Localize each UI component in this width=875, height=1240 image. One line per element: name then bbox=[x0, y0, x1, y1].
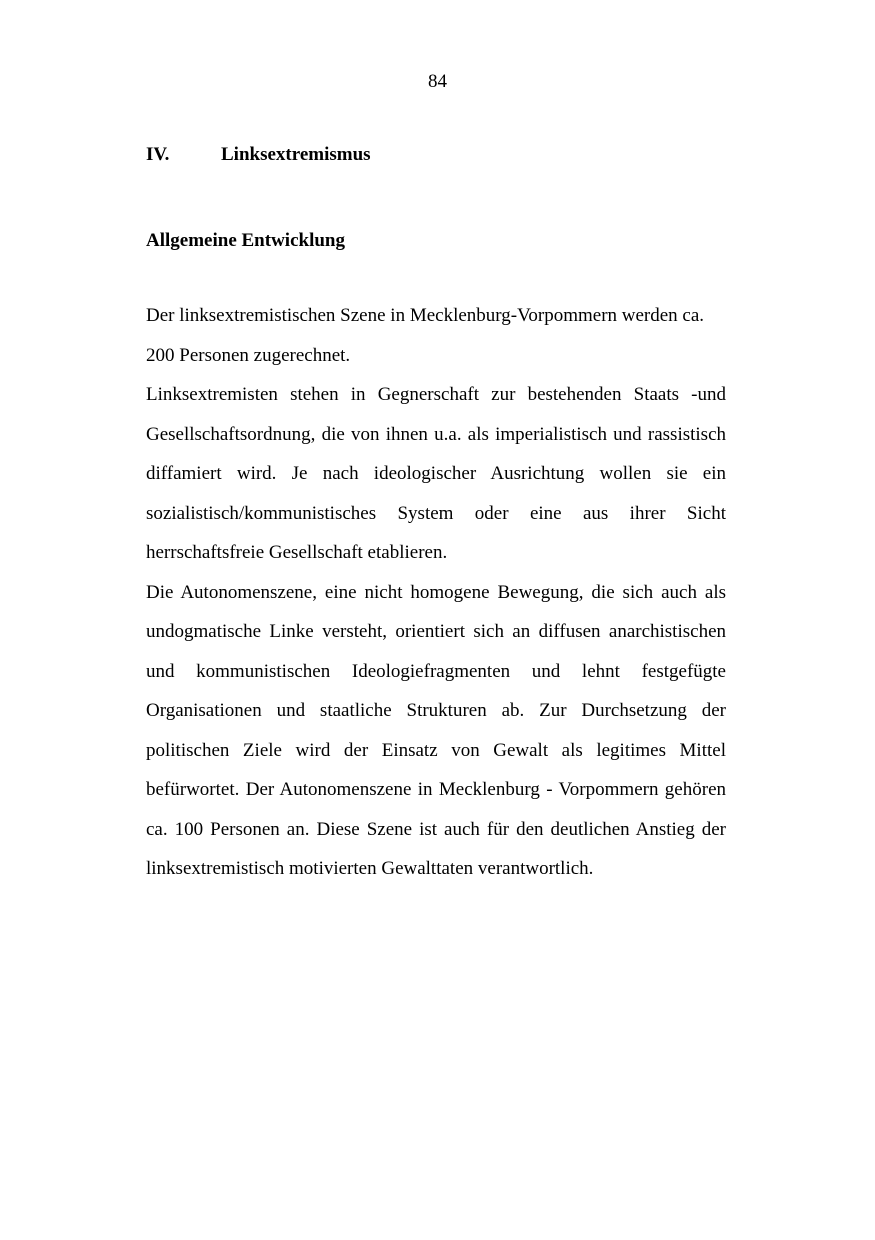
chapter-number: IV. bbox=[146, 144, 170, 165]
paragraph: Der linksextremistischen Szene in Mecklenburg-Vorpommern werden ca. 200 Personen zugerechnet. bbox=[146, 305, 705, 366]
chapter-heading bbox=[146, 144, 726, 166]
body-text bbox=[146, 296, 726, 889]
paragraph: Die Autonomenszene, eine nicht homogene Bewegung, die sich auch als undogmatische Linke versteht, orientiert sich an diffusen anarchistischen und kommunistischen Ideologiefragmenten und lehnt festgefügte Organisationen und staatliche Strukturen ab. Zur Durchsetzung der politischen Ziele wird der Einsatz von Gewalt als legitimes Mittel befürwortet. Der Autonomenszene in Mecklenburg - Vorpommern gehören ca. 100 Personen an. Diese Szene ist auch für den deutlichen Anstieg der linksextremistisch motivierten Gewalttaten verantwortlich. bbox=[146, 581, 726, 879]
chapter-title: Linksextremismus bbox=[221, 144, 371, 165]
page-content bbox=[146, 144, 726, 889]
page-number: 84 bbox=[428, 71, 447, 92]
paragraph: Linksextremisten stehen in Gegnerschaft zur bestehenden Staats -und Gesellschaftsordnung, die von ihnen u.a. als imperialistisch und rassistisch diffamiert wird. Je nach ideologischer Ausrichtung wollen sie ein sozialistisch/kommunistisches System oder eine aus ihrer Sicht herrschaftsfreie Gesellschaft etablieren. bbox=[146, 384, 726, 563]
section-heading: Allgemeine Entwicklung bbox=[146, 230, 345, 251]
